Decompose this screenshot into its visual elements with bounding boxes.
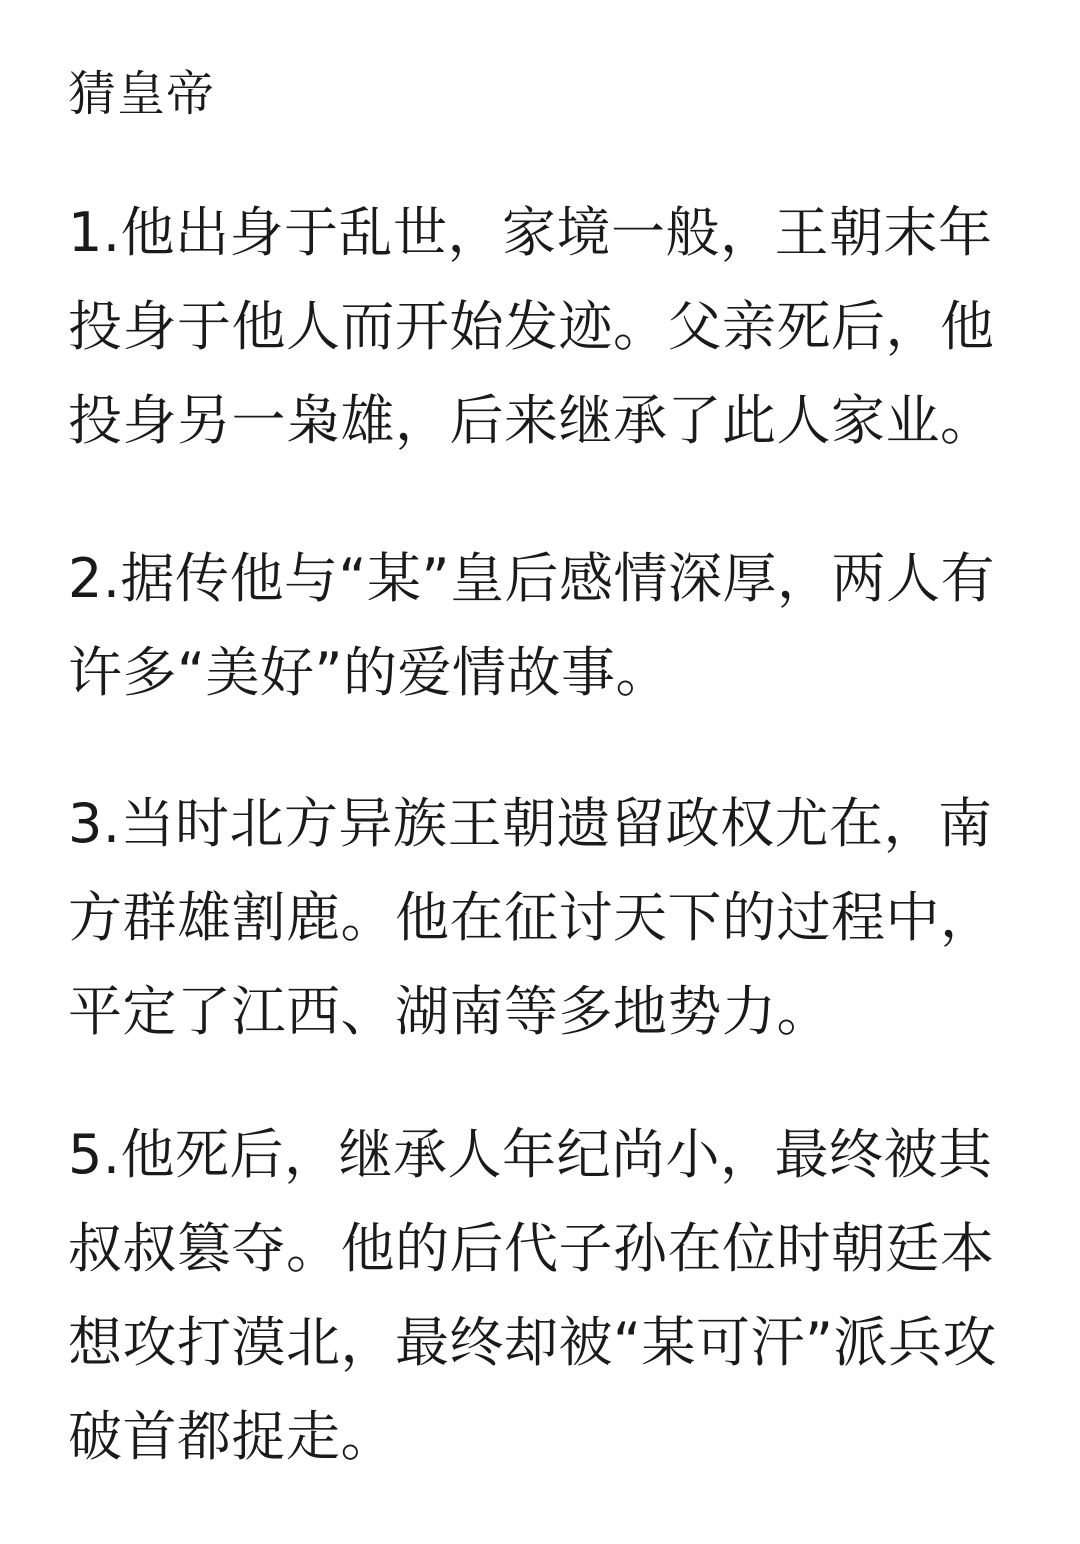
paragraph-line: 叔叔篡夺。他的后代子孙在位时朝廷本 — [68, 1217, 995, 1280]
page-title: 猜皇帝 — [68, 66, 216, 122]
paragraph-line: 1.他出身于乱世，家境一般，王朝末年 — [68, 201, 993, 264]
paragraph-line: 许多“美好”的爱情故事。 — [68, 641, 670, 704]
paragraph-line: 平定了江西、湖南等多地势力。 — [68, 980, 831, 1043]
clue-paragraph-3 — [68, 777, 1028, 1059]
paragraph-line: 方群雄割鹿。他在征讨天下的过程中， — [68, 886, 995, 949]
paragraph-line: 5.他死后，继承人年纪尚小，最终被其 — [68, 1123, 993, 1186]
clue-paragraph-5 — [68, 1108, 1028, 1484]
paragraph-line: 投身于他人而开始发迹。父亲死后，他 — [68, 295, 995, 358]
clue-paragraph-1 — [68, 186, 1028, 468]
clue-paragraph-2 — [68, 532, 1028, 720]
paragraph-line: 投身另一枭雄，后来继承了此人家业。 — [68, 389, 995, 452]
paragraph-line: 3.当时北方异族王朝遗留政权尤在，南 — [68, 792, 993, 855]
paragraph-line: 想攻打漠北，最终却被“某可汗”派兵攻 — [68, 1311, 997, 1374]
paragraph-line: 2.据传他与“某”皇后感情深厚，两人有 — [68, 547, 995, 610]
paragraph-line: 破首都捉走。 — [68, 1405, 395, 1468]
